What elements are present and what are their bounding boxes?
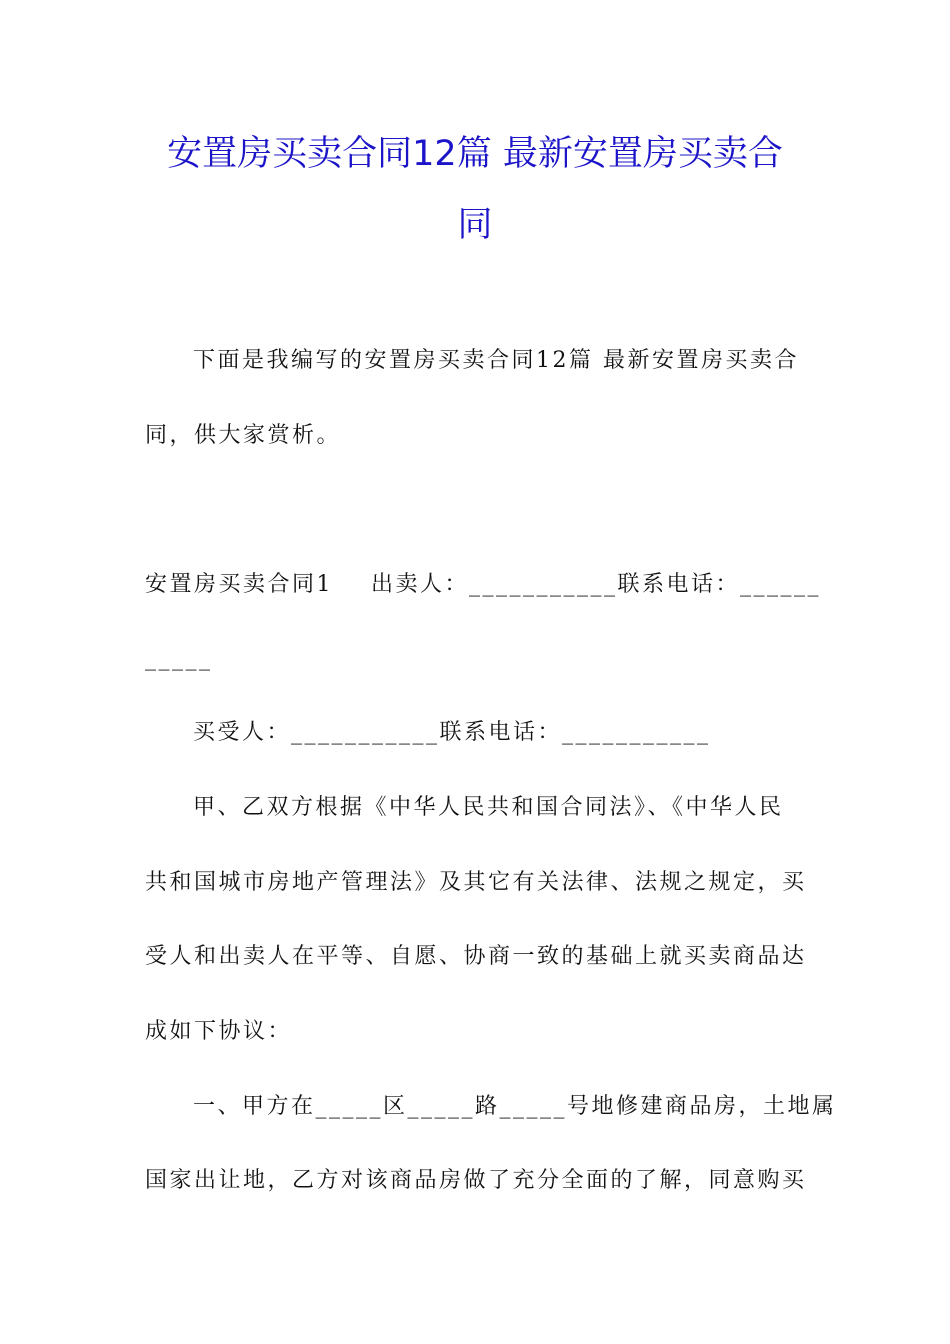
clause-1-line-1: 一、甲方在_____区_____路_____号地修建商品房，土地属 — [193, 1094, 837, 1119]
document-title-line-1: 安置房买卖合同12篇 最新安置房买卖合 — [167, 134, 783, 174]
intro-line-1: 下面是我编写的安置房买卖合同12篇 最新安置房买卖合 — [193, 348, 799, 373]
preamble-line-1: 甲、乙双方根据《中华人民共和国合同法》、《中华人民 — [193, 795, 784, 820]
contract-heading-line-1: 安置房买卖合同1 出卖人：___________联系电话：______ — [145, 572, 821, 597]
preamble-line-3: 受人和出卖人在平等、自愿、协商一致的基础上就买卖商品达 — [145, 944, 807, 969]
document-title-line-2: 同 — [457, 205, 493, 245]
contract-heading-line-2: _____ — [145, 646, 213, 671]
preamble-line-2: 共和国城市房地产管理法》及其它有关法律、法规之规定，买 — [145, 870, 807, 895]
intro-line-2: 同，供大家赏析。 — [145, 423, 342, 448]
buyer-line: 买受人：___________联系电话：___________ — [193, 720, 711, 745]
preamble-line-4: 成如下协议： — [145, 1019, 293, 1044]
clause-1-line-2: 国家出让地，乙方对该商品房做了充分全面的了解，同意购买 — [145, 1168, 807, 1193]
